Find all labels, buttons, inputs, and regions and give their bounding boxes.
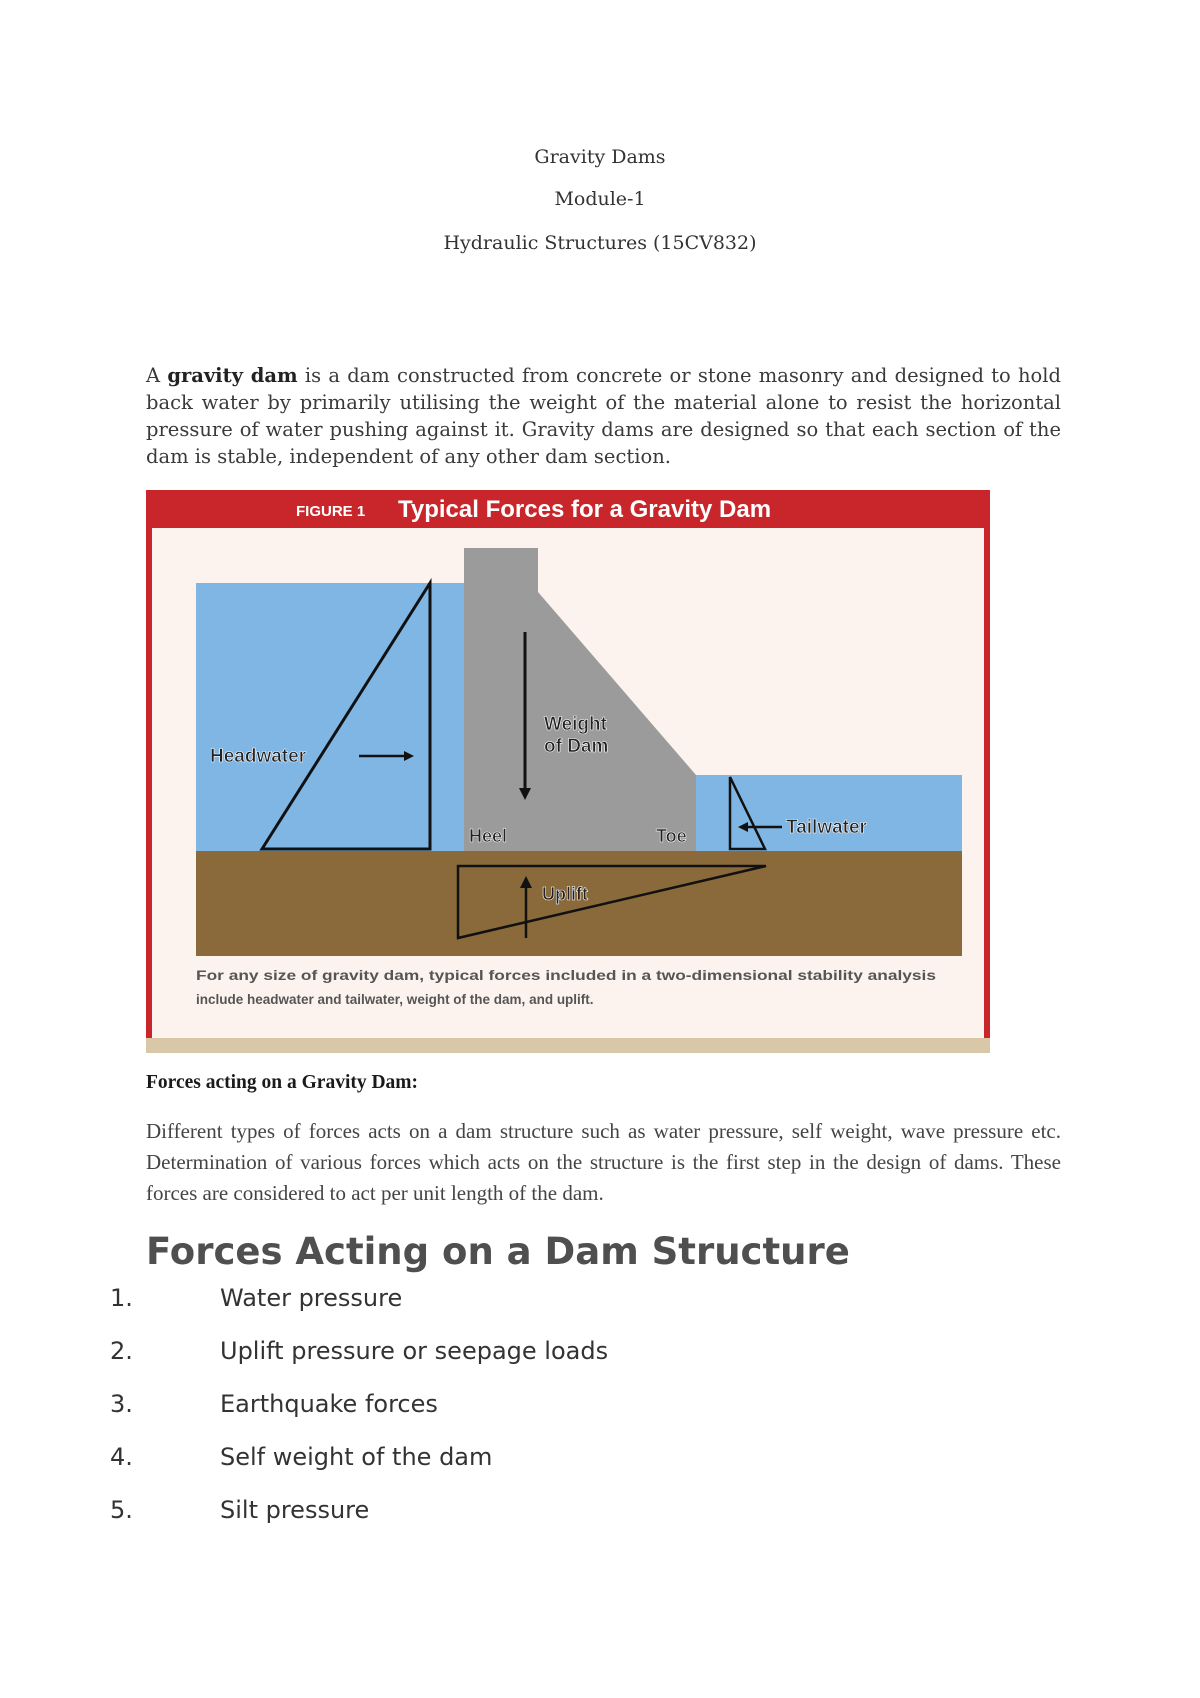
dam-forces-figure — [146, 490, 990, 1053]
list-item-number: 2. — [110, 1337, 133, 1365]
list-item-number: 3. — [110, 1390, 133, 1418]
list-item-number: 4. — [110, 1443, 133, 1471]
list-item-text: Water pressure — [220, 1284, 403, 1312]
list-item — [0, 1496, 1200, 1536]
list-item-text: Silt pressure — [220, 1496, 370, 1524]
module-label: Module-1 — [554, 188, 646, 210]
uplift-label: Uplift — [542, 884, 588, 904]
figure-caption-line2: include headwater and tailwater, weight of the dam, and uplift. — [196, 992, 594, 1007]
list-item-text: Earthquake forces — [220, 1390, 438, 1418]
list-item-text: Self weight of the dam — [220, 1443, 493, 1471]
list-item-number: 1. — [110, 1284, 133, 1312]
list-item — [0, 1337, 1200, 1377]
list-item-number: 5. — [110, 1496, 133, 1524]
weight-label-line1: Weight — [544, 714, 607, 735]
weight-label-line2: of Dam — [544, 736, 609, 757]
figure-number: FIGURE 1 — [296, 503, 366, 520]
course-label: Hydraulic Structures (15CV832) — [443, 232, 757, 254]
toe-label: Toe — [656, 826, 687, 846]
intro-rest: is a dam constructed from concrete or stone masonry and designed to hold back water by primarily utilising the weight of the material alone to resist the horizontal pressure of water pushing against it. Gravity dams are designed so that each section of the dam is stable, independent of any other dam section. — [146, 364, 1061, 468]
intro-bold-term: gravity dam — [167, 364, 298, 387]
doc-title: Gravity Dams — [534, 146, 666, 168]
list-item-text: Uplift pressure or seepage loads — [220, 1337, 609, 1365]
figure-caption-line1: For any size of gravity dam, typical forces included in a two-dimensional stability analysis — [196, 968, 936, 983]
list-item — [0, 1284, 1200, 1324]
tailwater-label: Tailwater — [786, 817, 867, 838]
intro-lead: A — [146, 364, 168, 387]
headwater-region — [196, 583, 464, 851]
intro-paragraph — [146, 362, 1061, 470]
list-item — [0, 1443, 1200, 1483]
headwater-label: Headwater — [210, 746, 307, 767]
section-heading: Forces acting on a Gravity Dam: — [146, 1072, 419, 1093]
list-item — [0, 1390, 1200, 1430]
heel-label: Heel — [469, 826, 508, 846]
figure-title: Typical Forces for a Gravity Dam — [398, 496, 772, 523]
figure-bottom-strip — [146, 1038, 990, 1053]
forces-heading: Forces Acting on a Dam Structure — [146, 1230, 850, 1273]
section-paragraph: Different types of forces acts on a dam structure such as water pressure, self weight, wave pressure etc. Determination of various forces which acts on the structure is the first step in the design of dams. These forces are considered to act per unit length of the dam. — [146, 1119, 1061, 1205]
